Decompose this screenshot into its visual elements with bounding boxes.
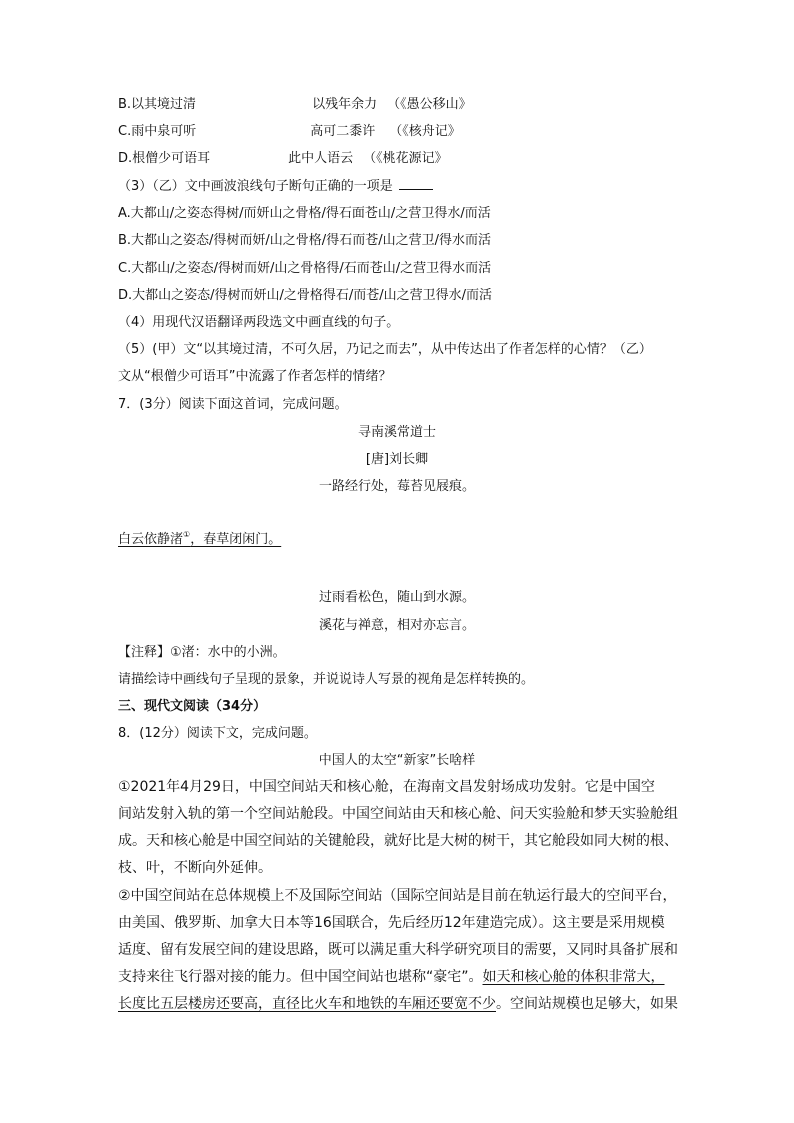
answer-blank[interactable] <box>399 188 433 190</box>
footnote-marker: ① <box>183 530 191 539</box>
option-c <box>118 125 461 138</box>
option-d <box>118 152 448 165</box>
option-b-left: B.以其境过清 <box>118 97 197 112</box>
q3-option-a: A.大都山/之姿态得树/而妍山之骨格/得石面苍山/之营卫得水/而活 <box>118 206 491 221</box>
option-b-source: （《愚公移山》 <box>387 97 472 112</box>
option-c-source: （《核舟记》 <box>389 124 461 139</box>
article-p2-line1: ②中国空间站在总体规模上不及国际空间站（国际空间站是目前在轨运行最大的空间平台， <box>118 888 677 904</box>
poem-line-2-a: 白云依静渚 <box>118 532 184 547</box>
poem-line-2-b: ，春草闭闲门。 <box>190 532 282 547</box>
question-3 <box>118 180 433 193</box>
section-3-heading: 三、现代文阅读（34分） <box>118 699 267 714</box>
poem-line-3: 过雨看松色，随山到水源。 <box>318 590 475 605</box>
poem-line-2-underlined <box>118 530 282 547</box>
option-d-source: （《桃花源记》 <box>363 151 448 166</box>
question-5-line1: （5）(甲）文“以其境过清，不可久居，乃记之而去”，从中传达出了作者怎样的心情？（乙） <box>118 342 652 357</box>
poem-line-4: 溪花与禅意，相对亦忘言。 <box>318 618 475 633</box>
poem-author: [唐]刘长卿 <box>365 452 429 467</box>
article-p2-line2: 由美国、俄罗斯、加拿大日本等16国联合，先后经历12年建造完成）。这主要是采用规模 <box>118 915 665 931</box>
question-4: （4）用现代汉语翻译两段选文中画直线的句子。 <box>118 315 400 330</box>
option-d-left: D.根僧少可语耳 <box>118 151 211 166</box>
option-c-left: C.雨中泉可听 <box>118 124 197 139</box>
option-b-right: 以残年余力 <box>312 97 378 112</box>
article-p2-line4-a: 支持来往飞行器对接的能力。但中国空间站也堪称“豪宅”。 <box>118 969 483 985</box>
question-5-line2: 文从“根僧少可语耳”中流露了作者怎样的情绪？ <box>118 369 392 384</box>
q3-option-d: D.大都山之姿态/得树而妍山/之骨格得石/而苍/山之营卫得水/而活 <box>118 288 493 303</box>
poem-title: 寻南溪常道士 <box>357 425 436 440</box>
poem-line-1: 一路经行处，莓苔见屐痕。 <box>318 479 475 494</box>
q3-option-c: C.大都山/之姿态/得树而妍/山之骨格得/石而苍山/之营卫得水而活 <box>118 261 492 276</box>
question-8: 8．(12分）阅读下文，完成问题。 <box>118 726 317 741</box>
article-p1-line1: ①2021年4月29日，中国空间站天和核心舱，在海南文昌发射场成功发射。它是中国空 <box>118 779 655 795</box>
article-p2-line4 <box>118 970 665 984</box>
option-c-right: 高可二黍许 <box>310 124 376 139</box>
article-p1-line4: 枝、叶，不断向外延伸。 <box>118 860 272 876</box>
article-p2-line5-b: 。空间站规模也足够大，如果 <box>496 996 678 1012</box>
article-p2-line5-underlined: 长度比五层楼房还要高，直径比火车和地铁的车厢还要宽不少 <box>118 996 496 1012</box>
question-7: 7．(3分）阅读下面这首词，完成问题。 <box>118 397 348 412</box>
annotation: 【注释】①渚：水中的小洲。 <box>118 645 286 660</box>
article-p2-line5 <box>118 997 678 1011</box>
article-p1-line3: 成。天和核心舱是中国空间站的关键舱段，就好比是大树的树干，其它舱段如同大树的根、 <box>118 833 678 849</box>
question-7-prompt: 请描绘诗中画线句子呈现的景象，并说说诗人写景的视角是怎样转换的。 <box>118 672 535 687</box>
option-d-right: 此中人语云 <box>288 151 354 166</box>
article-title: 中国人的太空“新家”长啥样 <box>318 753 476 768</box>
option-b <box>118 98 472 111</box>
article-p2-line4-underlined: 如天和核心舱的体积非常大， <box>482 969 665 985</box>
q3-option-b: B.大都山之姿态/得树而妍/山之骨格/得石而苍/山之营卫/得水而活 <box>118 233 491 248</box>
article-p1-line2: 间站发射入轨的第一个空间站舱段。中国空间站由天和核心舱、问天实验舱和梦天实验舱组 <box>118 806 678 822</box>
article-p2-line3: 适度、留有发展空间的建设思路，既可以满足重大科学研究项目的需要，又同时具备扩展和 <box>118 942 678 958</box>
question-3-text: （3）（乙）文中画波浪线句子断句正确的一项是 <box>118 179 393 194</box>
